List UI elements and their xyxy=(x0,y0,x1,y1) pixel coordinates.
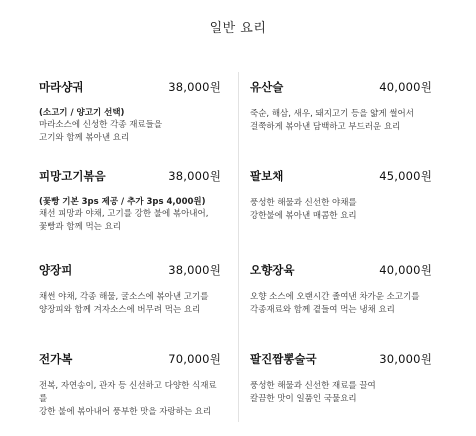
menu-item-price: 40,000원 xyxy=(379,263,432,277)
menu-item-name: 양장피 xyxy=(39,263,73,277)
menu-item-note: (소고기 / 양고기 선택) xyxy=(39,108,125,118)
menu-item-name: 마라샹궈 xyxy=(39,80,84,94)
menu-item xyxy=(250,351,432,406)
menu-item-note: (꽃빵 기본 3ps 제공 / 추가 3ps 4,000원) xyxy=(39,197,206,207)
menu-item-name: 팔진짬뽕술국 xyxy=(250,352,317,366)
menu-item-price: 38,000원 xyxy=(168,80,221,94)
menu-item-description: 채선 피망과 야채, 고기를 강한 불에 볶아내어, 꽃빵과 함께 먹는 요리 xyxy=(39,209,209,232)
menu-item-price: 45,000원 xyxy=(379,169,432,183)
menu-item xyxy=(39,168,221,234)
menu-item-name: 전가복 xyxy=(39,352,73,366)
menu-item xyxy=(250,262,432,317)
menu-item xyxy=(39,79,221,145)
menu-item-description: 오향 소스에 오랜시간 졸여낸 차가운 소고기를 각종재료와 함께 곁들여 먹는 냉채 요리 xyxy=(250,292,420,315)
menu-item-description: 죽순, 해삼, 새우, 돼지고기 등을 얇게 썰어서 걸쭉하게 볶아낸 담백하고 부드러운 요리 xyxy=(250,109,414,132)
menu-item xyxy=(250,79,432,134)
menu-item-price: 40,000원 xyxy=(379,80,432,94)
menu-item-description: 풍성한 해물과 신선한 야채를 강한불에 볶아낸 매콤한 요리 xyxy=(250,198,357,221)
menu-item-description: 전복, 자연송이, 관자 등 신선하고 다양한 식재료를 강한 불에 볶아내어 풍부한 맛을 자랑하는 요리 xyxy=(39,381,217,417)
menu-item-description: 채썬 야채, 각종 해물, 굴소스에 볶아낸 고기를 양장피와 함께 겨자소스에 버무려 먹는 요리 xyxy=(39,292,209,315)
menu-item-price: 38,000원 xyxy=(168,169,221,183)
menu-item-description: 풍성한 해물과 신선한 재료를 끌여 칼끔한 맛이 일품인 국물요리 xyxy=(250,381,376,404)
menu-item xyxy=(39,262,221,317)
menu-item-price: 38,000원 xyxy=(168,263,221,277)
menu-item xyxy=(250,168,432,223)
menu-item-description: 마라소스에 신성한 각종 재료들을 고기와 함께 볶아낸 요리 xyxy=(39,120,163,143)
menu-item-price: 30,000원 xyxy=(379,352,432,366)
menu-item-name: 오향장육 xyxy=(250,263,295,277)
menu-item-name: 피망고기볶음 xyxy=(39,169,106,183)
menu-item-name: 유산슬 xyxy=(250,80,284,94)
menu-item-price: 70,000원 xyxy=(168,352,221,366)
menu-item-name: 팔보채 xyxy=(250,169,284,183)
column-divider xyxy=(238,72,239,422)
menu-item xyxy=(39,351,221,419)
section-title: 일반 요리 xyxy=(209,21,267,36)
